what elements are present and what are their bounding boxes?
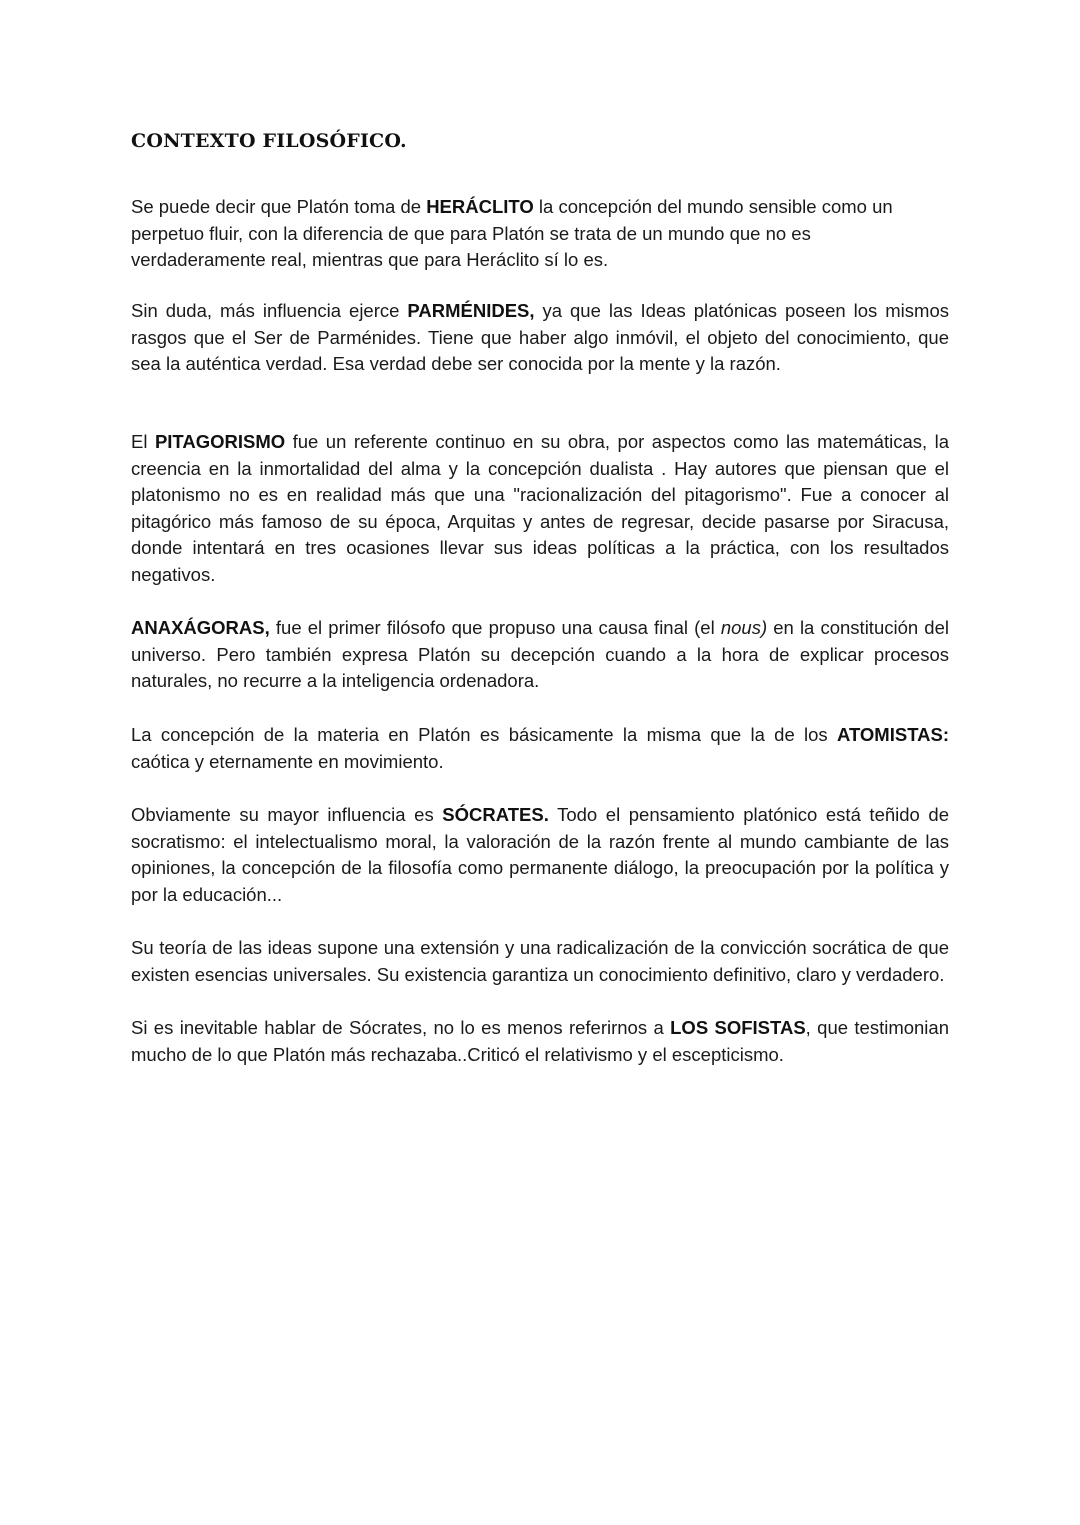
paragraph-text: fue el primer filósofo que propuso una causa final (el (269, 617, 721, 638)
paragraph-text: La concepción de la materia en Platón es básicamente la misma que la de los (131, 724, 837, 745)
paragraph-text: El (131, 431, 155, 452)
paragraph-text: en la constitución del universo. Pero también expresa Platón su decepción cuando a la hora de explicar procesos naturales, no recurre a la inteligencia ordenadora. (131, 617, 949, 692)
paragraph-text: caótica y eternamente en movimiento. (131, 750, 444, 772)
paragraph-socrates (131, 802, 949, 908)
paragraph-text: Todo el pensamiento platónico está teñido de socratismo: el intelectualismo moral, la valoración de la razón frente al mundo cambiante de las opiniones, la concepción de la filosofía como permanente diálogo, la preocupación por la política y por la educación... (131, 804, 949, 905)
paragraph-parmenides (131, 298, 949, 378)
paragraph-atomistas (131, 722, 949, 775)
paragraph-text: Si es inevitable hablar de Sócrates, no lo es menos referirnos a (131, 1017, 671, 1038)
paragraph-sofistas (131, 1015, 949, 1068)
paragraph-text: Su teoría de las ideas supone una extensión y una radicalización de la convicción socrática de que existen esencias universales. Su existencia garantiza un conocimiento definitivo, claro y verdadero. (131, 937, 949, 985)
paragraph-text: la concepción del mundo sensible como un perpetuo fluir, con la diferencia de que para Platón se trata de un mundo que no es verdaderamente real, mientras que para Heráclito sí lo es. (131, 196, 893, 271)
paragraph-text: fue un referente continuo en su obra, por aspectos como las matemáticas, la creencia en la inmortalidad del alma y la concepción dualista . Hay autores que piensan que el platonismo no es en realidad más que una "racionalización del pitagorismo". Fue a conocer al pitagórico más famoso de su época, Arquitas y antes de regresar, decide pasarse por Siracusa, donde intentará en tres ocasiones llevar sus ideas políticas a la práctica, con los resultados negativos. (131, 431, 949, 585)
keyword-pitagorismo: PITAGORISMO (154, 431, 286, 452)
keyword-atomistas: ATOMISTAS: (836, 724, 949, 745)
paragraph-teoria-ideas (131, 935, 949, 988)
keyword-nous: nous) (720, 617, 768, 638)
paragraph-pitagorismo (131, 429, 949, 589)
keyword-socrates: SÓCRATES. (442, 804, 549, 825)
keyword-sofistas: LOS SOFISTAS (670, 1017, 806, 1038)
paragraph-text: ya que las Ideas platónicas poseen los mismos rasgos que el Ser de Parménides. Tiene que haber algo inmóvil, el objeto del conocimiento, que sea la auténtica verdad. Esa verdad debe ser conocida por la mente y la razón. (131, 300, 949, 375)
paragraph-text: Obviamente su mayor influencia es (131, 804, 443, 825)
paragraph-text: Sin duda, más influencia ejerce (131, 300, 408, 321)
paragraph-heraclito (131, 194, 949, 274)
keyword-anaxagoras: ANAXÁGORAS, (131, 617, 270, 638)
keyword-heraclito: HERÁCLITO (426, 196, 534, 217)
paragraph-text: Se puede decir que Platón toma de (131, 196, 427, 217)
document-title: CONTEXTO FILOSÓFICO. (131, 130, 407, 152)
keyword-parmenides: PARMÉNIDES, (407, 300, 535, 321)
paragraph-text: , que testimonian mucho de lo que Platón más rechazaba..Criticó el relativismo y el escepticismo. (131, 1017, 949, 1065)
paragraph-anaxagoras (131, 615, 949, 695)
